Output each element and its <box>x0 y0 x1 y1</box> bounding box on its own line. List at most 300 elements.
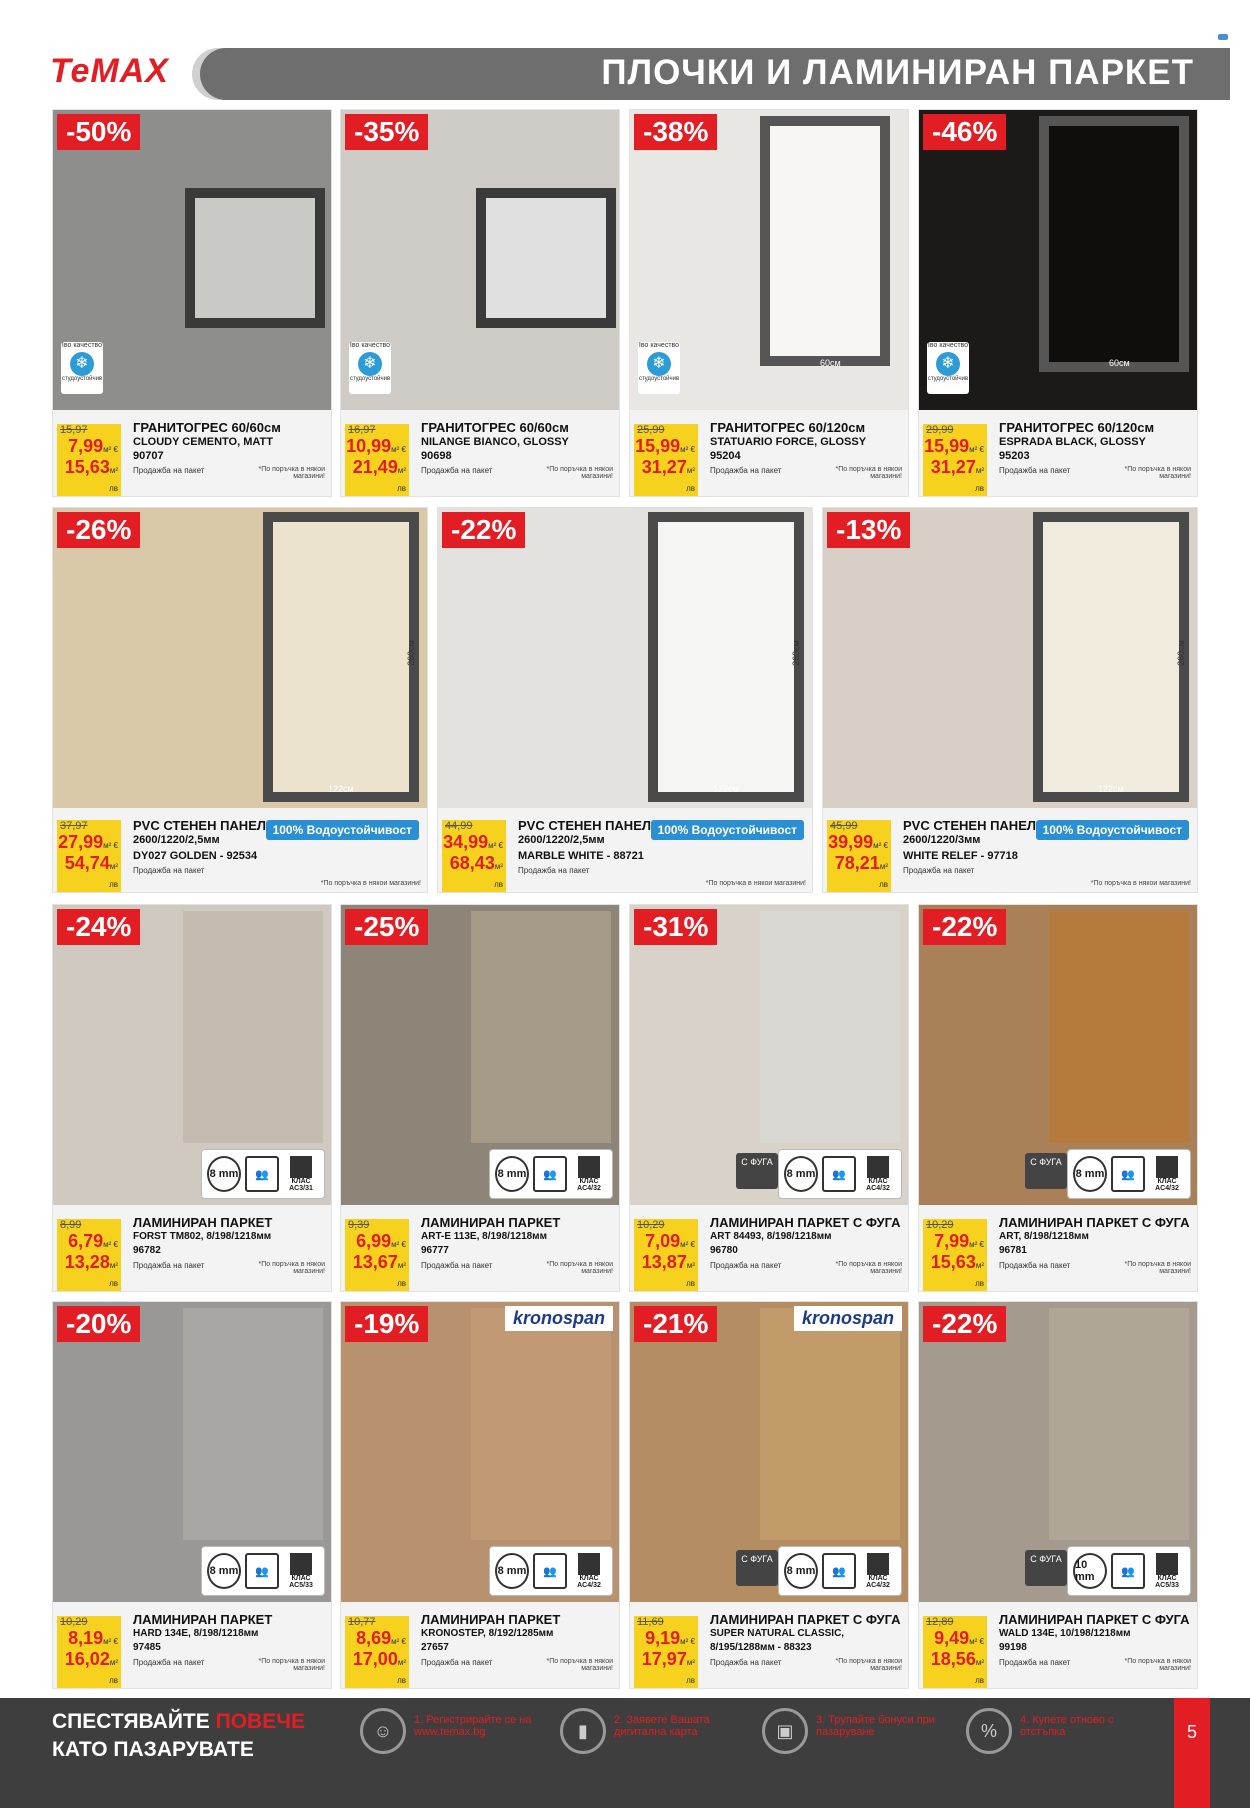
thickness-icon: 8 mm <box>784 1553 818 1589</box>
class-block <box>860 1156 896 1192</box>
bgn-unit: м² лв <box>686 1658 695 1685</box>
eur-value: 27,99 <box>58 832 104 852</box>
old-price: 44,99 <box>445 820 473 832</box>
class-block <box>860 1553 896 1589</box>
class-label: КЛАС AC5/33 <box>1155 1575 1179 1589</box>
product-spec: 8/195/1288мм - 88323 <box>710 1642 812 1653</box>
thickness-icon: 8 mm <box>784 1156 818 1192</box>
plank-sample <box>1049 911 1189 1143</box>
bgn-value: 15,63 <box>64 457 110 477</box>
discount-badge: -46% <box>923 114 1006 150</box>
price-box <box>923 1616 987 1688</box>
groove-badge: С ФУГА <box>736 1550 778 1586</box>
product-card[interactable] <box>53 110 331 496</box>
width-label: 122см <box>713 784 739 794</box>
eur-price <box>923 436 984 457</box>
eur-price <box>57 1628 118 1649</box>
product-title: ГРАНИТОГРЕС 60/120см <box>999 420 1155 435</box>
eur-price <box>57 436 118 457</box>
eur-price <box>345 1628 406 1649</box>
bgn-value: 17,97 <box>641 1649 687 1669</box>
dimension-label: 60см <box>1109 358 1130 368</box>
tile-sample <box>760 116 890 366</box>
eur-unit: м² € <box>873 841 888 850</box>
product-title: PVC СТЕНЕН ПАНЕЛ <box>903 818 1036 833</box>
price-box <box>345 424 409 496</box>
pack-note: Продажба на пакет <box>421 1261 493 1270</box>
product-card[interactable] <box>630 110 908 496</box>
product-name: ART 84493, 8/198/1218мм <box>710 1231 832 1242</box>
discount-badge: -22% <box>923 1306 1006 1342</box>
spec-icons <box>778 1546 902 1596</box>
bgn-price <box>57 1252 118 1291</box>
old-price: 10,29 <box>60 1616 88 1628</box>
order-note: *По поръчка в някои магазини! <box>835 466 902 480</box>
price-box <box>345 1219 409 1291</box>
frost-text: студоустойчив <box>927 376 969 382</box>
discount-badge: -20% <box>57 1306 140 1342</box>
snowflake-icon: ❄ <box>358 352 382 376</box>
product-name: KRONOSTEP, 8/192/1285мм <box>421 1628 554 1639</box>
product-title: PVC СТЕНЕН ПАНЕЛ <box>518 818 651 833</box>
product-title: ЛАМИНИРАН ПАРКЕТ <box>133 1612 273 1627</box>
eur-price <box>345 1231 406 1252</box>
step-bonus[interactable]: ▣ 3. Трупайте бонуси при пазаруване <box>762 1708 962 1768</box>
bgn-value: 68,43 <box>449 853 495 873</box>
product-size: 2600/1220/3мм <box>903 834 981 846</box>
class-block <box>1149 1553 1185 1589</box>
product-title: ГРАНИТОГРЕС 60/60см <box>133 420 281 435</box>
product-card[interactable] <box>919 905 1197 1291</box>
class-label: КЛАС AC4/32 <box>866 1178 890 1192</box>
pack-note: Продажба на пакет <box>710 466 782 475</box>
price-box <box>634 424 698 496</box>
discount-badge: -50% <box>57 114 140 150</box>
tile-sample <box>185 188 325 328</box>
quality-badge <box>349 342 391 394</box>
bgn-unit: м² лв <box>109 862 118 889</box>
page-title: ПЛОЧКИ И ЛАМИНИРАН ПАРКЕТ <box>601 53 1194 92</box>
snowflake-icon: ❄ <box>70 352 94 376</box>
spec-icons <box>201 1546 325 1596</box>
product-card[interactable] <box>630 905 908 1291</box>
bgn-price <box>57 457 118 496</box>
eur-price <box>57 1231 118 1252</box>
product-title: ЛАМИНИРАН ПАРКЕТ С ФУГА <box>999 1612 1190 1627</box>
pack-note: Продажба на пакет <box>999 1261 1071 1270</box>
plank-sample <box>760 1308 900 1540</box>
people-icon: 👥 <box>822 1553 856 1589</box>
building-icon <box>867 1553 889 1575</box>
groove-badge: С ФУГА <box>1025 1153 1067 1189</box>
bgn-price <box>345 457 406 496</box>
bgn-value: 21,49 <box>352 457 398 477</box>
building-icon <box>578 1156 600 1178</box>
spec-icons <box>489 1149 613 1199</box>
price-box <box>923 1219 987 1291</box>
old-price: 10,77 <box>348 1616 376 1628</box>
product-name: ART, 8/198/1218мм <box>999 1231 1089 1242</box>
quality-text: Iво качество <box>349 342 391 349</box>
title-bar <box>200 48 1230 100</box>
eur-price <box>827 832 888 853</box>
eur-value: 6,79 <box>68 1231 104 1251</box>
old-price: 15,97 <box>60 424 88 436</box>
product-name: DY027 GOLDEN - 92534 <box>133 850 258 862</box>
old-price: 25,99 <box>637 424 665 436</box>
plank-sample <box>1049 1308 1189 1540</box>
eur-price <box>442 832 503 853</box>
quality-text: Iво качество <box>61 342 103 349</box>
eur-unit: м² € <box>488 841 503 850</box>
product-code: 27657 <box>421 1642 449 1653</box>
eur-value: 6,99 <box>356 1231 392 1251</box>
product-card[interactable] <box>919 1302 1197 1688</box>
building-icon <box>867 1156 889 1178</box>
bgn-value: 54,74 <box>64 853 110 873</box>
thickness-icon: 8 mm <box>495 1156 529 1192</box>
eur-price <box>923 1628 984 1649</box>
discount-badge: -38% <box>634 114 717 150</box>
plank-sample <box>183 911 323 1143</box>
step-register[interactable]: ☺ 1. Регистрирайте се на www.temax.bg <box>360 1708 560 1768</box>
product-code: 90707 <box>133 450 164 462</box>
spec-icons <box>778 1149 902 1199</box>
order-note: *По поръчка в някои магазини! <box>320 880 421 887</box>
eur-price <box>345 436 406 457</box>
pack-note: Продажба на пакет <box>999 1658 1071 1667</box>
bgn-unit: м² лв <box>397 466 406 493</box>
class-block <box>1149 1156 1185 1192</box>
eur-value: 7,99 <box>68 436 104 456</box>
price-box <box>442 820 506 892</box>
discount-badge: -31% <box>634 909 717 945</box>
product-card[interactable] <box>919 110 1197 496</box>
tile-sample <box>476 188 616 328</box>
eur-unit: м² € <box>103 445 118 454</box>
product-code: 96781 <box>999 1245 1027 1256</box>
height-label: 260см <box>405 640 416 666</box>
bgn-unit: м² лв <box>397 1658 406 1685</box>
product-card[interactable] <box>630 1302 908 1688</box>
bgn-price <box>634 1252 695 1291</box>
product-name: WHITE RELEF - 97718 <box>903 850 1018 862</box>
product-card[interactable] <box>438 508 812 892</box>
class-label: КЛАС AC4/32 <box>577 1575 601 1589</box>
bgn-unit: м² лв <box>975 466 984 493</box>
frost-text: студоустойчив <box>638 376 680 382</box>
wallet-icon: ▣ <box>762 1708 808 1754</box>
pack-note: Продажба на пакет <box>518 866 590 875</box>
class-label: КЛАС AC4/32 <box>1155 1178 1179 1192</box>
thickness-icon: 8 mm <box>207 1156 241 1192</box>
eur-value: 15,99 <box>924 436 970 456</box>
people-icon: 👥 <box>1111 1156 1145 1192</box>
waterproof-badge: 100% Водоустойчивост <box>266 820 419 840</box>
product-name: NILANGE BIANCO, GLOSSY <box>421 436 569 448</box>
quality-badge <box>638 342 680 394</box>
footer-slogan-2: КАТО ПАЗАРУВАТЕ <box>52 1738 254 1761</box>
groove-badge: С ФУГА <box>1025 1550 1067 1586</box>
old-price: 29,99 <box>926 424 954 436</box>
height-label: 260см <box>790 640 801 666</box>
eur-value: 39,99 <box>828 832 874 852</box>
groove-badge: С ФУГА <box>736 1153 778 1189</box>
pack-note: Продажба на пакет <box>133 1658 205 1667</box>
eur-value: 9,19 <box>645 1628 681 1648</box>
eur-price <box>634 1231 695 1252</box>
quality-badge <box>927 342 969 394</box>
price-box <box>57 424 121 496</box>
old-price: 8,99 <box>60 1219 82 1231</box>
eur-price <box>57 832 118 853</box>
height-label: 260см <box>1175 640 1186 666</box>
building-icon <box>1156 1553 1178 1575</box>
thickness-icon: 8 mm <box>495 1553 529 1589</box>
order-note: *По поръчка в някои магазини! <box>1124 1261 1191 1275</box>
old-price: 45,99 <box>830 820 858 832</box>
building-icon <box>290 1553 312 1575</box>
pack-note: Продажба на пакет <box>999 466 1071 475</box>
order-note: *По поръчка в някои магазини! <box>835 1658 902 1672</box>
class-block <box>283 1553 319 1589</box>
class-label: КЛАС AC4/32 <box>577 1178 601 1192</box>
product-code: 95204 <box>710 450 741 462</box>
old-price: 16,97 <box>348 424 376 436</box>
panel-sample <box>1033 512 1189 802</box>
bgn-value: 31,27 <box>930 457 976 477</box>
product-title: ЛАМИНИРАН ПАРКЕТ <box>133 1215 273 1230</box>
product-card[interactable] <box>341 110 619 496</box>
price-box <box>57 820 121 892</box>
eur-value: 7,99 <box>934 1231 970 1251</box>
discount-badge: -26% <box>57 512 140 548</box>
bgn-unit: м² лв <box>109 1658 118 1685</box>
class-label: КЛАС AC3/31 <box>289 1178 313 1192</box>
bgn-price <box>57 853 118 892</box>
discount-badge: -19% <box>345 1306 428 1342</box>
spec-icons <box>1067 1546 1191 1596</box>
building-icon <box>578 1553 600 1575</box>
building-icon <box>290 1156 312 1178</box>
bgn-unit: м² лв <box>494 862 503 889</box>
product-code: 99198 <box>999 1642 1027 1653</box>
pack-note: Продажба на пакет <box>133 1261 205 1270</box>
bgn-unit: м² лв <box>686 466 695 493</box>
plank-sample <box>183 1308 323 1540</box>
bgn-unit: м² лв <box>975 1261 984 1288</box>
price-box <box>57 1616 121 1688</box>
waterproof-badge: 100% Водоустойчивост <box>1036 820 1189 840</box>
waterproof-badge: 100% Водоустойчивост <box>651 820 804 840</box>
class-block <box>571 1156 607 1192</box>
discount-badge: -22% <box>442 512 525 548</box>
product-name: SUPER NATURAL CLASSIC, <box>710 1628 845 1639</box>
eur-value: 10,99 <box>346 436 392 456</box>
brand-logo[interactable]: kronospan <box>794 1306 902 1331</box>
bgn-value: 15,63 <box>930 1252 976 1272</box>
thickness-icon: 8 mm <box>207 1553 241 1589</box>
product-card[interactable] <box>823 508 1197 892</box>
temax-logo[interactable]: TeMAX <box>50 52 169 90</box>
pack-note: Продажба на пакет <box>710 1658 782 1667</box>
people-icon: 👥 <box>245 1553 279 1589</box>
bgn-price <box>634 457 695 496</box>
bgn-value: 13,67 <box>352 1252 398 1272</box>
order-note: *По поръчка в някои магазини! <box>835 1261 902 1275</box>
old-price: 11,69 <box>637 1616 664 1628</box>
order-note: *По поръчка в някои магазини! <box>546 466 613 480</box>
bgn-unit: м² лв <box>975 1658 984 1685</box>
discount-badge: -21% <box>634 1306 717 1342</box>
eur-unit: м² € <box>103 1637 118 1646</box>
width-label: 122см <box>1098 784 1124 794</box>
eur-value: 8,19 <box>68 1628 104 1648</box>
plank-sample <box>471 911 611 1143</box>
product-card[interactable] <box>53 508 427 892</box>
product-title: ЛАМИНИРАН ПАРКЕТ <box>421 1215 561 1230</box>
eur-unit: м² € <box>391 445 406 454</box>
eur-unit: м² € <box>680 1240 695 1249</box>
discount-badge: -13% <box>827 512 910 548</box>
old-price: 10,29 <box>926 1219 954 1231</box>
product-name: CLOUDY CEMENTO, MATT <box>133 436 273 448</box>
people-icon: 👥 <box>245 1156 279 1192</box>
price-box <box>634 1219 698 1291</box>
eur-price <box>923 1231 984 1252</box>
product-title: ЛАМИНИРАН ПАРКЕТ С ФУГА <box>999 1215 1190 1230</box>
percent-icon: % <box>966 1708 1012 1754</box>
spec-icons <box>201 1149 325 1199</box>
order-note: *По поръчка в някои магазини! <box>1124 1658 1191 1672</box>
discount-badge: -24% <box>57 909 140 945</box>
snowflake-icon: ❄ <box>936 352 960 376</box>
old-price: 37,97 <box>60 820 88 832</box>
product-size: 2600/1220/2,5мм <box>518 834 605 846</box>
bgn-price <box>923 1252 984 1291</box>
pack-note: Продажба на пакет <box>421 466 493 475</box>
pack-note: Продажба на пакет <box>133 866 205 875</box>
eur-value: 9,49 <box>934 1628 970 1648</box>
people-icon: 👥 <box>533 1553 567 1589</box>
bgn-price <box>634 1649 695 1688</box>
panel-sample <box>263 512 419 802</box>
brand-logo[interactable]: kronospan <box>505 1306 613 1331</box>
order-note: *По поръчка в някои магазини! <box>258 1658 325 1672</box>
people-icon: 👥 <box>822 1156 856 1192</box>
pack-note: Продажба на пакет <box>133 466 205 475</box>
bgn-price <box>923 457 984 496</box>
eur-unit: м² € <box>969 1637 984 1646</box>
discount-badge: -22% <box>923 909 1006 945</box>
thickness-icon: 10 mm <box>1073 1553 1107 1589</box>
price-box <box>923 424 987 496</box>
product-code: 96777 <box>421 1245 449 1256</box>
order-note: *По поръчка в някои магазини! <box>546 1658 613 1672</box>
people-icon: 👥 <box>533 1156 567 1192</box>
product-code: 90698 <box>421 450 452 462</box>
product-card[interactable] <box>53 1302 331 1688</box>
user-icon: ☺ <box>360 1708 406 1754</box>
bgn-value: 78,21 <box>834 853 880 873</box>
panel-sample <box>648 512 804 802</box>
product-code: 95203 <box>999 450 1030 462</box>
quality-text: Iво качество <box>638 342 680 349</box>
eur-unit: м² € <box>969 1240 984 1249</box>
quality-text: Iво качество <box>927 342 969 349</box>
eur-unit: м² € <box>391 1637 406 1646</box>
eur-unit: м² € <box>969 445 984 454</box>
page-header <box>0 0 1250 108</box>
product-title: ГРАНИТОГРЕС 60/120см <box>710 420 866 435</box>
order-note: *По поръчка в някои магазини! <box>1090 880 1191 887</box>
order-note: *По поръчка в някои магазини! <box>705 880 806 887</box>
step-discount[interactable]: % 4. Купете отново с отстъпка <box>966 1708 1166 1768</box>
discount-badge: -25% <box>345 909 428 945</box>
eur-value: 7,09 <box>645 1231 681 1251</box>
eur-value: 15,99 <box>635 436 681 456</box>
discount-badge: -35% <box>345 114 428 150</box>
product-name: STATUARIO FORCE, GLOSSY <box>710 436 867 448</box>
product-title: ЛАМИНИРАН ПАРКЕТ С ФУГА <box>710 1215 901 1230</box>
product-card[interactable] <box>341 1302 619 1688</box>
product-title: ЛАМИНИРАН ПАРКЕТ <box>421 1612 561 1627</box>
product-card[interactable] <box>53 905 331 1291</box>
product-title: ГРАНИТОГРЕС 60/60см <box>421 420 569 435</box>
eur-unit: м² € <box>680 445 695 454</box>
pack-note: Продажба на пакет <box>421 1658 493 1667</box>
snowflake-icon: ❄ <box>647 352 671 376</box>
eur-price <box>634 1628 695 1649</box>
product-name: WALD 134E, 10/198/1218мм <box>999 1628 1131 1639</box>
eur-unit: м² € <box>680 1637 695 1646</box>
width-label: 122см <box>328 784 354 794</box>
order-note: *По поръчка в някои магазини! <box>258 1261 325 1275</box>
product-size: 2600/1220/2,5мм <box>133 834 220 846</box>
bgn-value: 31,27 <box>641 457 687 477</box>
product-code: 96782 <box>133 1245 161 1256</box>
bgn-unit: м² лв <box>686 1261 695 1288</box>
product-code: 96780 <box>710 1245 738 1256</box>
old-price: 12,89 <box>926 1616 954 1628</box>
eur-unit: м² € <box>391 1240 406 1249</box>
product-title: PVC СТЕНЕН ПАНЕЛ <box>133 818 266 833</box>
old-price: 10,29 <box>637 1219 665 1231</box>
bgn-price <box>57 1649 118 1688</box>
class-block <box>283 1156 319 1192</box>
quality-badge <box>61 342 103 394</box>
price-box <box>634 1616 698 1688</box>
step-card[interactable]: ▮ 2. Заявете Вашата дигитална карта <box>560 1708 760 1768</box>
product-name: ESPRADA BLACK, GLOSSY <box>999 436 1146 448</box>
bgn-unit: м² лв <box>397 1261 406 1288</box>
footer-slogan-1: СПЕСТЯВАЙТЕ ПОВЕЧЕ <box>52 1710 305 1733</box>
product-card[interactable] <box>341 905 619 1291</box>
order-note: *По поръчка в някои магазини! <box>258 466 325 480</box>
bgn-unit: м² лв <box>879 862 888 889</box>
plank-sample <box>760 911 900 1143</box>
class-label: КЛАС AC5/33 <box>289 1575 313 1589</box>
price-box <box>57 1219 121 1291</box>
product-title: ЛАМИНИРАН ПАРКЕТ С ФУГА <box>710 1612 901 1627</box>
bgn-price <box>345 1649 406 1688</box>
people-icon: 👥 <box>1111 1553 1145 1589</box>
bgn-value: 18,56 <box>930 1649 976 1669</box>
plank-sample <box>471 1308 611 1540</box>
bgn-unit: м² лв <box>109 466 118 493</box>
product-name: ART-E 113E, 8/198/1218мм <box>421 1231 547 1242</box>
frost-text: студоустойчив <box>349 376 391 382</box>
